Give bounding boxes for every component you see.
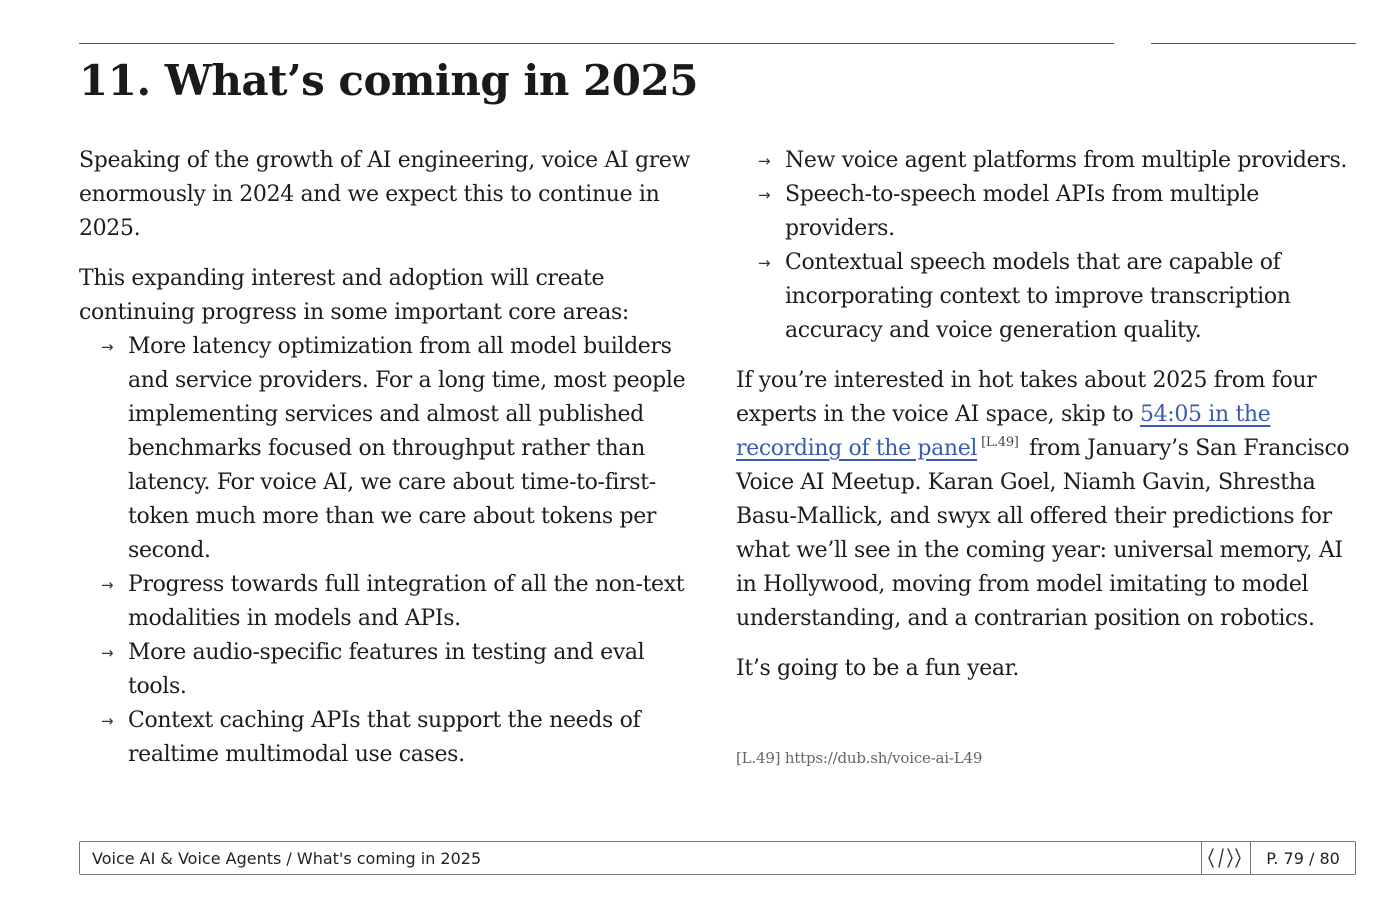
page-footer [79,841,1356,875]
closing-paragraph: It’s going to be a fun year. [736,656,1020,681]
code-brackets-logo-icon [1201,842,1251,874]
top-rule-right [1151,43,1356,44]
intro-paragraph: Speaking of the growth of AI engineering, voice AI grew enormously in 2024 and we expect this to continue in 2025. [79,148,691,241]
left-column [79,144,697,788]
list-item: → More latency optimization from all model builders and service providers. For a long time, most people implementing services and almost all published benchmarks focused on throughput rather than latency. For voice AI, we care about time-to-first-token much more than we care about tokens per second. [79,330,697,568]
list-item: → Speech-to-speech model APIs from multiple providers. [736,178,1360,246]
hot-takes-paragraph: If you’re interested in hot takes about 2025 from four experts in the voice AI space, skip to 54:05 in the recording of the panel [L.49] from January’s San Francisco Voice AI Meetup. Karan Goel, Niamh Gavin, Shrestha Basu-Mallick, and swyx all offered their predictions for what we’ll see in the coming year: universal memory, AI in Hollywood, moving from model imitating to model understanding, and a contrarian position on robotics. [736,368,1350,631]
section-heading: 11. What’s coming in 2025 [79,56,698,105]
core-areas-paragraph: This expanding interest and adoption will create continuing progress in some important core areas: [79,266,629,325]
footnote: [L.49] https://dub.sh/voice-ai-L49 [736,749,983,767]
arrow-right-icon: → [101,576,114,594]
core-areas-list-continued [736,144,1360,348]
arrow-right-icon: → [101,644,114,662]
arrow-right-icon: → [758,152,771,170]
list-item: → New voice agent platforms from multiple providers. [736,144,1360,178]
arrow-right-icon: → [758,254,771,272]
core-areas-list [79,330,697,772]
arrow-right-icon: → [101,712,114,730]
arrow-right-icon: → [758,186,771,204]
reference-marker: [L.49] [981,435,1019,450]
breadcrumb: Voice AI & Voice Agents / What's coming in 2025 [92,848,482,868]
arrow-right-icon: → [101,338,114,356]
right-column [736,144,1360,702]
top-rule-left [79,43,1114,44]
list-item: → Progress towards full integration of all the non-text modalities in models and APIs. [79,568,697,636]
list-item: → More audio-specific features in testing and eval tools. [79,636,697,704]
list-item: → Contextual speech models that are capable of incorporating context to improve transcription accuracy and voice generation quality. [736,246,1360,348]
page-number: P. 79 / 80 [1266,848,1340,868]
panel-recording-link[interactable]: 54:05 in the recording of the panel [736,402,1271,461]
list-item: → Context caching APIs that support the needs of realtime multimodal use cases. [79,704,697,772]
